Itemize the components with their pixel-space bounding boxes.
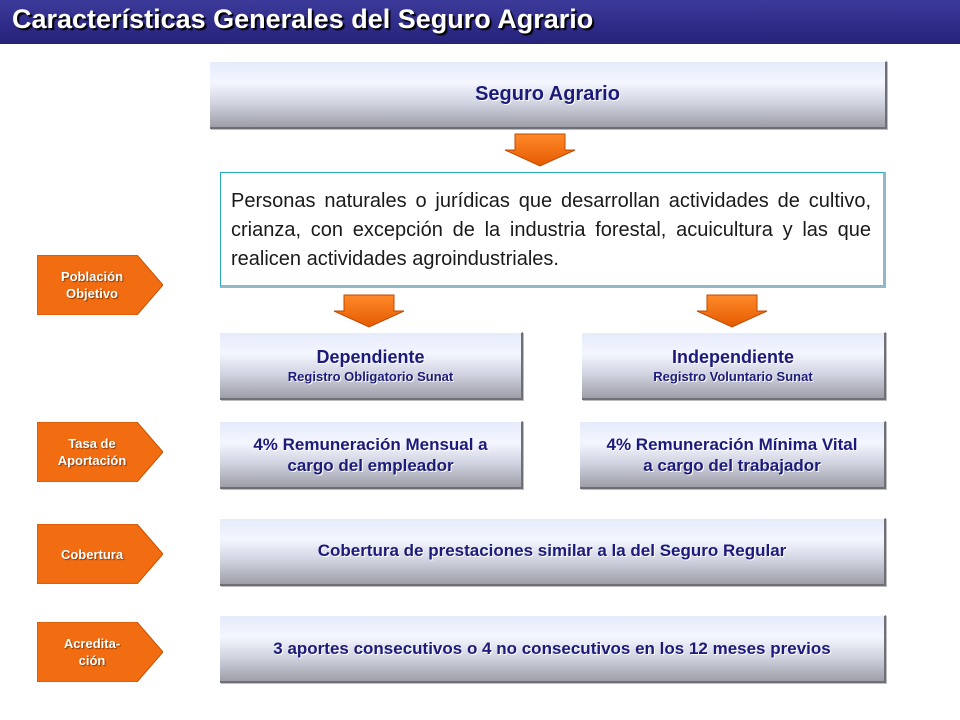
seguro-agrario-box [210,61,887,129]
dependiente-box [220,332,523,400]
side-label-line2: Objetivo [65,286,118,301]
acreditacion-box [220,615,886,683]
tasa-dependiente-line1: 4% Remuneración Mensual a [253,434,488,454]
dependiente-title: Dependiente [316,347,425,367]
side-label-line1: Acredita- [63,636,121,651]
side-label-line1: Población [60,269,124,284]
side-label-line1: Cobertura [60,546,124,562]
side-label-line1: Tasa de [68,436,116,451]
tasa-independiente-line1: 4% Remuneración Mínima Vital [606,434,858,454]
side-label-acreditacion [37,622,163,682]
tasa-dependiente-box [220,421,523,489]
seguro-agrario-label: Seguro Agrario [475,83,620,105]
independiente-title: Independiente [671,347,794,367]
tasa-independiente-line2: a cargo del trabajador [643,455,821,475]
tasa-dependiente-line2: cargo del empleador [287,455,454,475]
poblacion-description: Personas naturales o jurídicas que desarrollan actividades de cultivo, crianza, con excepción de la industria forestal, acuicultura y las que realicen actividades agroindustriales. [220,172,886,288]
cobertura-box [220,518,886,586]
side-label-cobertura [37,524,163,584]
tasa-independiente-box [580,421,886,489]
side-label-poblacion [37,255,163,315]
acreditacion-text: 3 aportes consecutivos o 4 no consecutivos en los 12 meses previos [273,639,831,658]
arrow-down-icon [333,294,405,328]
arrow-down-icon [504,133,576,167]
arrow-down-icon [696,294,768,328]
dependiente-subtitle: Registro Obligatorio Sunat [287,369,454,384]
side-label-line2: ción [78,653,106,668]
cobertura-text: Cobertura de prestaciones similar a la del Seguro Regular [317,541,787,560]
independiente-box [582,332,886,400]
independiente-subtitle: Registro Voluntario Sunat [653,369,813,384]
page-title: Características Generales del Seguro Agrario [12,4,594,34]
side-label-line2: Aportación [57,453,127,468]
title-bar [0,0,960,44]
side-label-tasa [37,422,163,482]
